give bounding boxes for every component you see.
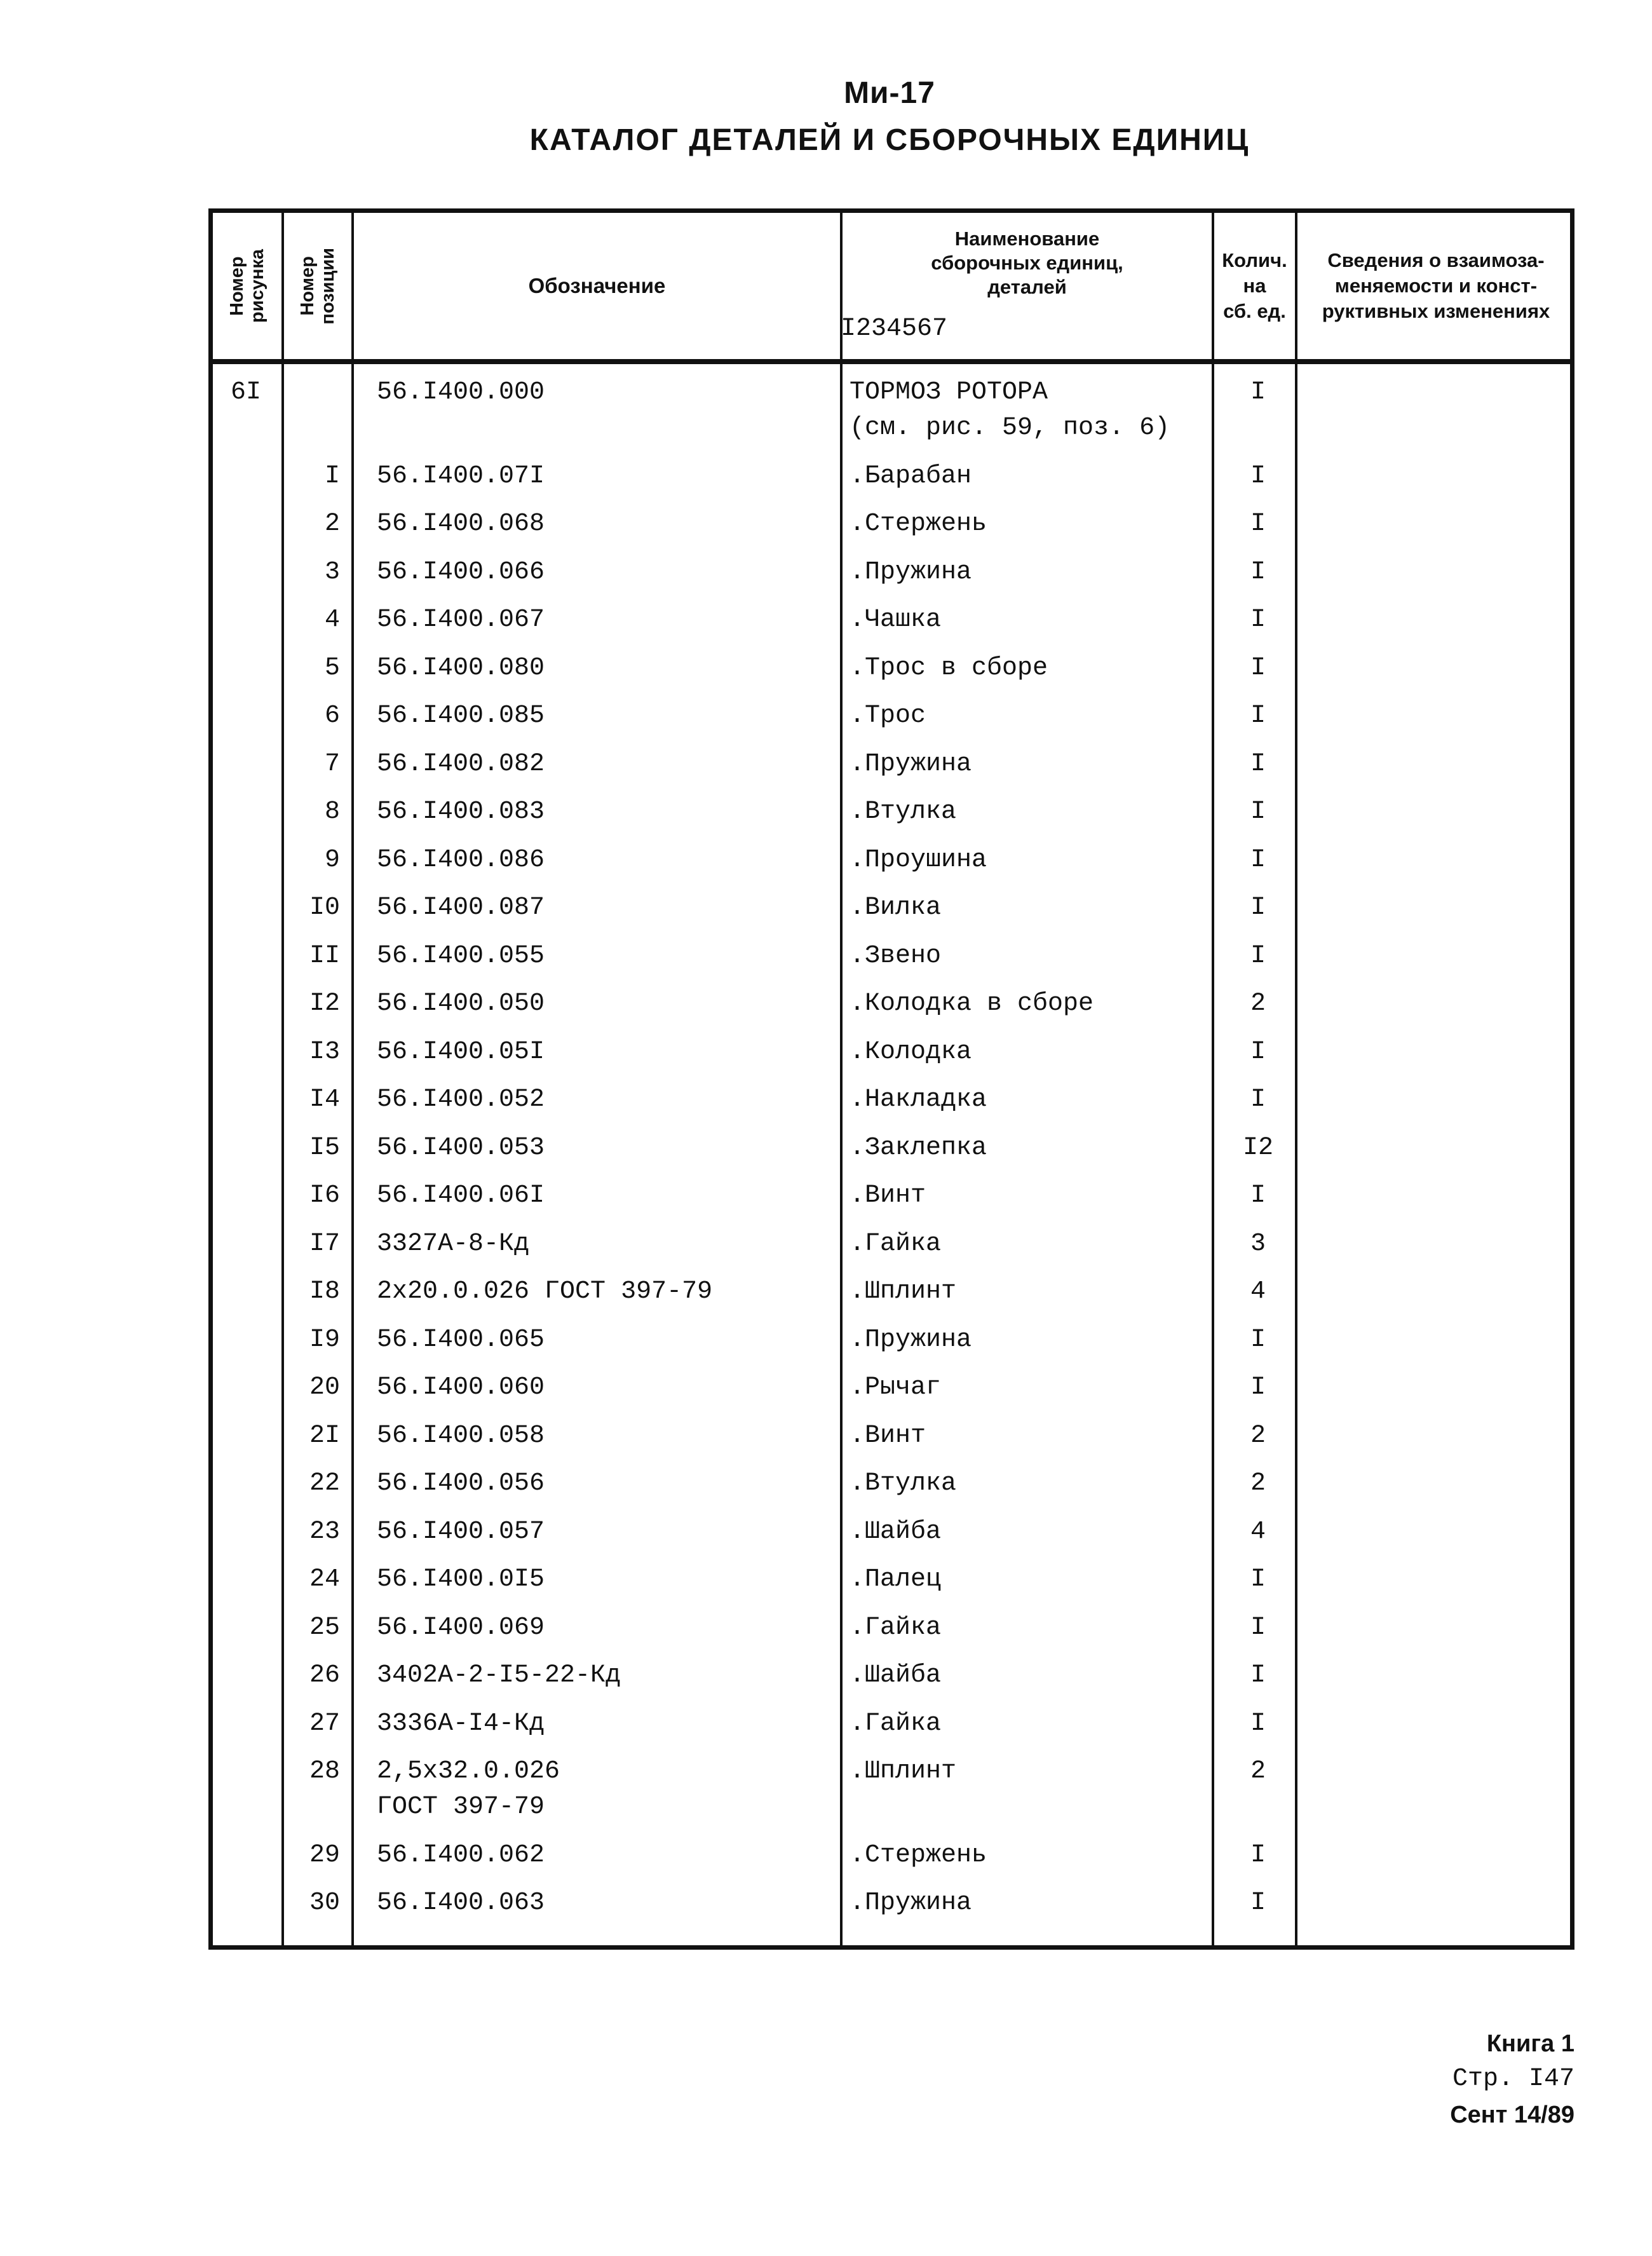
- part-name-cell: .Втулка: [850, 798, 957, 826]
- quantity-cell: 3: [1250, 1229, 1266, 1258]
- designation-cell: 56.I400.065: [377, 1325, 545, 1354]
- quantity-cell: I: [1250, 653, 1266, 683]
- part-name-cell: .Шплинт: [850, 1757, 957, 1786]
- column-divider: [840, 213, 843, 1945]
- part-name-cell: .Звено: [850, 941, 942, 970]
- header-figure-number-label: Номер рисунка: [227, 249, 267, 323]
- position-number-cell: I8: [309, 1277, 340, 1306]
- quantity-cell: I: [1250, 1181, 1266, 1210]
- quantity-cell: I: [1250, 1565, 1266, 1594]
- position-number-cell: 4: [324, 606, 340, 634]
- quantity-cell: I: [1250, 941, 1266, 970]
- position-number-cell: 29: [309, 1840, 340, 1870]
- header-figure-number: [213, 213, 281, 359]
- quantity-cell: 2: [1250, 1757, 1266, 1786]
- position-number-cell: 30: [309, 1889, 340, 1917]
- page-footer: [1450, 2026, 1574, 2133]
- designation-cell: 56.I400.056: [377, 1469, 545, 1498]
- quantity-cell: 2: [1250, 1469, 1266, 1498]
- designation-cell: 56.I400.086: [377, 845, 545, 874]
- position-number-cell: II: [309, 941, 340, 970]
- part-name-cell: .Шайба: [850, 1661, 942, 1690]
- part-name-cell: .Трос: [850, 702, 926, 730]
- quantity-cell: I: [1250, 1037, 1266, 1066]
- designation-cell: 56.I400.055: [377, 941, 545, 970]
- quantity-cell: I: [1250, 1325, 1266, 1354]
- designation-cell: 56.I400.067: [377, 606, 545, 634]
- part-name-cell: .Пружина: [850, 557, 972, 587]
- quantity-cell: I: [1250, 510, 1266, 538]
- part-name-cell: .Трос в сборе: [850, 653, 1048, 683]
- part-name-cell: .Гайка: [850, 1709, 942, 1738]
- designation-cell: 2x20.0.026 ГОСТ 397-79: [377, 1277, 713, 1306]
- designation-cell: 56.I400.066: [377, 557, 545, 587]
- designation-cell: 3336А-I4-Кд: [377, 1709, 545, 1738]
- revision-date: Сент 14/89: [1450, 2102, 1574, 2128]
- figure-number-cell: 6I: [231, 378, 262, 407]
- designation-cell: 56.I400.050: [377, 989, 545, 1018]
- designation-cell: 56.I400.06I: [377, 1181, 545, 1210]
- position-number-cell: 2: [324, 510, 340, 538]
- quantity-cell: 4: [1250, 1517, 1266, 1546]
- quantity-cell: I: [1250, 1709, 1266, 1738]
- position-number-cell: 6: [324, 702, 340, 730]
- designation-cell: 56.I400.087: [377, 894, 545, 922]
- header-position-number-label: Номер позиции: [297, 247, 338, 325]
- position-number-cell: 7: [324, 749, 340, 778]
- column-divider: [1212, 213, 1214, 1945]
- part-name-cell: .Вилка: [850, 894, 942, 922]
- part-name-cell: .Шплинт: [850, 1277, 957, 1306]
- header-changes-label: Сведения о взаимоза- меняемости и конст- руктивных изменениях: [1322, 249, 1550, 322]
- designation-cell: 56.I400.057: [377, 1517, 545, 1546]
- position-number-cell: 20: [309, 1373, 340, 1402]
- part-name-cell: .Винт: [850, 1181, 926, 1210]
- quantity-cell: I: [1250, 1085, 1266, 1114]
- position-number-cell: 27: [309, 1709, 340, 1738]
- quantity-cell: 2: [1250, 989, 1266, 1018]
- quantity-cell: I: [1250, 378, 1266, 407]
- designation-cell: 56.I400.0I5: [377, 1565, 545, 1594]
- header-changes: [1297, 213, 1574, 359]
- parts-table: [208, 208, 1574, 1950]
- page-number: Стр. I47: [1452, 2065, 1574, 2093]
- designation-cell: 56.I400.068: [377, 510, 545, 538]
- header-position-number: [284, 213, 351, 359]
- position-number-cell: I5: [309, 1133, 340, 1162]
- position-number-cell: 22: [309, 1469, 340, 1498]
- part-name-cell: ТОРМОЗ РОТОРА (см. рис. 59, поз. 6): [850, 378, 1170, 442]
- designation-cell: 56.I400.063: [377, 1889, 545, 1917]
- part-name-cell: .Пружина: [850, 1325, 972, 1354]
- position-number-cell: I9: [309, 1325, 340, 1354]
- catalog-title: КАТАЛОГ ДЕТАЛЕЙ И СБОРОЧНЫХ ЕДИНИЦ: [529, 123, 1250, 157]
- position-number-cell: 8: [324, 798, 340, 826]
- position-number-cell: I3: [309, 1037, 340, 1066]
- page-header: [0, 71, 1652, 163]
- quantity-cell: I2: [1242, 1133, 1273, 1162]
- position-number-cell: I6: [309, 1181, 340, 1210]
- part-name-cell: .Втулка: [850, 1469, 957, 1498]
- position-number-cell: 9: [324, 845, 340, 874]
- quantity-cell: I: [1250, 1613, 1266, 1642]
- book-number: Книга 1: [1486, 2030, 1574, 2057]
- part-name-cell: .Стержень: [850, 510, 987, 538]
- part-name-cell: .Проушина: [850, 845, 987, 874]
- part-name-cell: .Колодка в сборе: [850, 989, 1094, 1018]
- quantity-cell: I: [1250, 461, 1266, 491]
- part-name-cell: .Винт: [850, 1421, 926, 1450]
- position-number-cell: I: [324, 461, 340, 491]
- designation-cell: 2,5x32.0.026 ГОСТ 397-79: [377, 1757, 560, 1821]
- quantity-cell: I: [1250, 606, 1266, 634]
- aircraft-model-title: Ми-17: [844, 76, 935, 110]
- position-number-cell: 24: [309, 1565, 340, 1594]
- quantity-cell: I: [1250, 1373, 1266, 1402]
- part-name-cell: .Накладка: [850, 1085, 987, 1114]
- designation-cell: 56.I400.000: [377, 378, 545, 407]
- header-quantity-label: Колич. на сб. ед.: [1222, 249, 1287, 322]
- quantity-cell: I: [1250, 557, 1266, 587]
- quantity-cell: I: [1250, 845, 1266, 874]
- part-name-cell: .Заклепка: [850, 1133, 987, 1162]
- part-name-cell: .Пружина: [850, 1889, 972, 1917]
- part-name-cell: .Пружина: [850, 749, 972, 778]
- designation-cell: 56.I400.069: [377, 1613, 545, 1642]
- part-name-cell: .Палец: [850, 1565, 942, 1594]
- quantity-cell: I: [1250, 749, 1266, 778]
- part-name-cell: .Гайка: [850, 1229, 942, 1258]
- quantity-cell: 4: [1250, 1277, 1266, 1306]
- column-divider: [351, 213, 354, 1945]
- part-name-cell: .Рычаг: [850, 1373, 942, 1402]
- quantity-cell: I: [1250, 1840, 1266, 1870]
- designation-cell: 56.I400.058: [377, 1421, 545, 1450]
- designation-cell: 56.I400.05I: [377, 1037, 545, 1066]
- header-designation-label: Обозначение: [528, 274, 666, 297]
- part-name-cell: .Барабан: [850, 461, 972, 491]
- designation-cell: 56.I400.080: [377, 653, 545, 683]
- quantity-cell: I: [1250, 702, 1266, 730]
- designation-cell: 56.I400.052: [377, 1085, 545, 1114]
- position-number-cell: I4: [309, 1085, 340, 1114]
- header-designation: [354, 213, 840, 359]
- position-number-cell: 3: [324, 557, 340, 587]
- part-name-cell: .Стержень: [850, 1840, 987, 1870]
- designation-cell: 56.I400.062: [377, 1840, 545, 1870]
- header-divider: [213, 359, 1570, 364]
- designation-cell: 56.I400.083: [377, 798, 545, 826]
- position-number-cell: 28: [309, 1757, 340, 1786]
- quantity-cell: I: [1250, 1889, 1266, 1917]
- position-number-cell: 2I: [309, 1421, 340, 1450]
- position-number-cell: I7: [309, 1229, 340, 1258]
- quantity-cell: I: [1250, 798, 1266, 826]
- quantity-cell: 2: [1250, 1421, 1266, 1450]
- designation-cell: 56.I400.07I: [377, 461, 545, 491]
- quantity-cell: I: [1250, 1661, 1266, 1690]
- part-name-cell: .Шайба: [850, 1517, 942, 1546]
- position-number-cell: 25: [309, 1613, 340, 1642]
- position-number-cell: 23: [309, 1517, 340, 1546]
- designation-cell: 56.I400.085: [377, 702, 545, 730]
- designation-cell: 56.I400.082: [377, 749, 545, 778]
- part-name-cell: .Колодка: [850, 1037, 972, 1066]
- position-number-cell: 5: [324, 653, 340, 683]
- designation-cell: 56.I400.053: [377, 1133, 545, 1162]
- position-number-cell: 26: [309, 1661, 340, 1690]
- part-name-cell: .Гайка: [850, 1613, 942, 1642]
- part-name-cell: .Чашка: [850, 606, 942, 634]
- designation-cell: 56.I400.060: [377, 1373, 545, 1402]
- header-name-code: I234567: [841, 315, 948, 343]
- quantity-cell: I: [1250, 894, 1266, 922]
- header-quantity: [1214, 213, 1295, 359]
- position-number-cell: I0: [309, 894, 340, 922]
- position-number-cell: I2: [309, 989, 340, 1018]
- designation-cell: 3327А-8-Кд: [377, 1229, 530, 1258]
- designation-cell: 3402А-2-I5-22-Кд: [377, 1661, 621, 1690]
- header-name-label: Наименование сборочных единиц, деталей: [931, 228, 1123, 298]
